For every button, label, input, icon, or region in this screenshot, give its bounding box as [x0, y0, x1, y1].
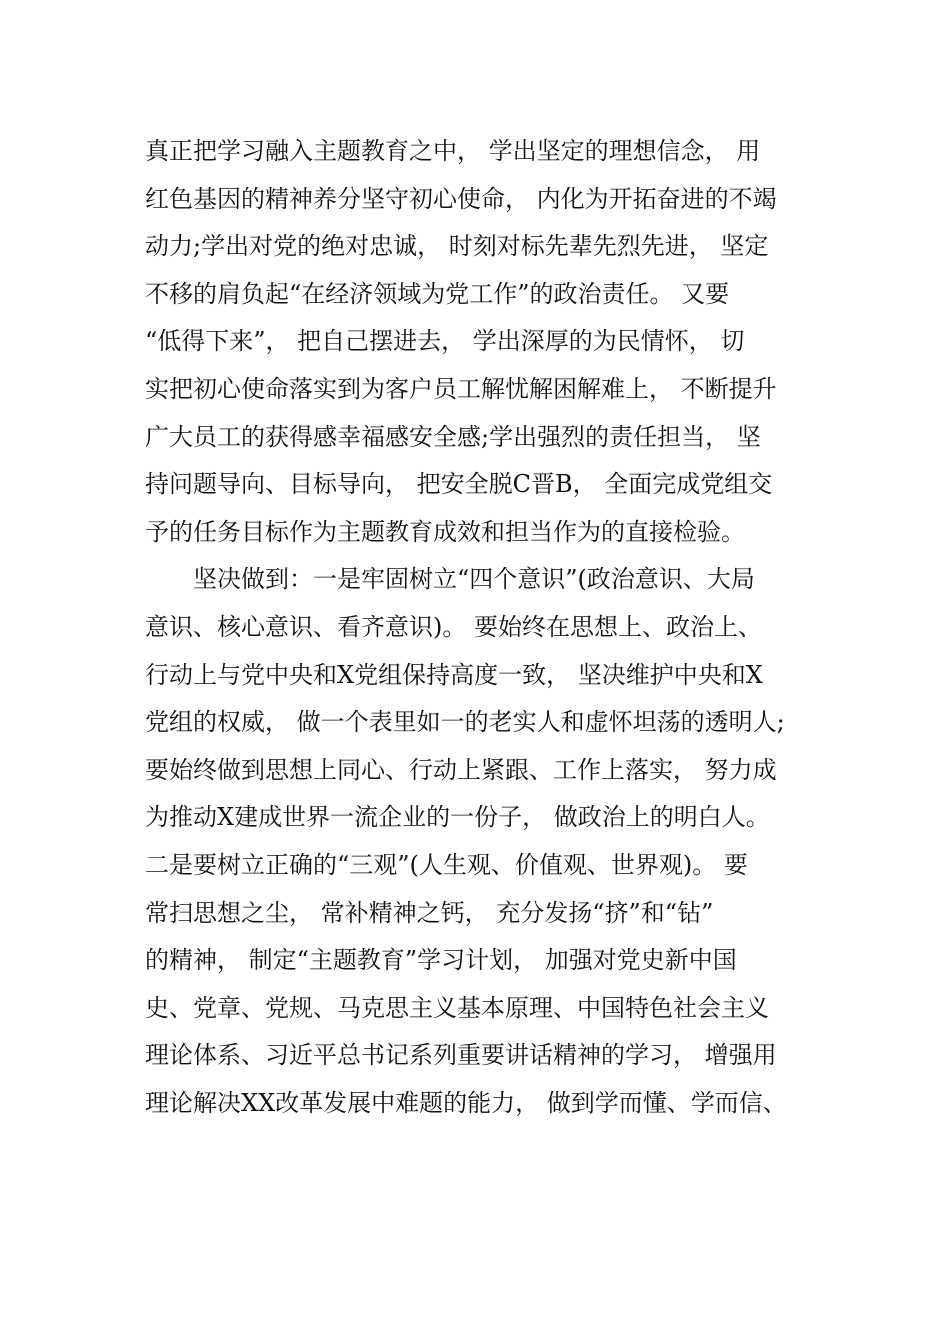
text-line: 理论体系、习近平总书记系列重要讲话精神的学习， 增强用 [145, 1041, 777, 1070]
text-line: 广大员工的获得感幸福感安全感;学出强烈的责任担当， 坚 [145, 422, 761, 451]
text-line: 动力;学出对党的绝对忠诚， 时刻对标先辈先烈先进， 坚定 [145, 232, 769, 261]
text-line: 理论解决XX改革发展中难题的能力， 做到学而懂、学而信、 [145, 1088, 787, 1117]
text-line: 二是要树立正确的“三观”(人生观、价值观、世界观)。 要 [145, 850, 748, 879]
text-line: 意识、核心意识、看齐意识)。 要始终在思想上、政治上、 [145, 612, 762, 641]
paragraph-start-line: 坚决做到：一是牢固树立“四个意识”(政治意识、大局 [193, 565, 755, 594]
text-line: 不移的肩负起“在经济领域为党工作”的政治责任。 又要 [145, 279, 730, 308]
text-line: “低得下来”， 把自己摆进去， 学出深厚的为民情怀， 切 [145, 327, 745, 356]
text-line: 党组的权威， 做一个表里如一的老实人和虚怀坦荡的透明人; [145, 708, 785, 737]
text-line: 的精神， 制定“主题教育”学习计划， 加强对党史新中国 [145, 946, 737, 975]
text-line: 行动上与党中央和X党组保持高度一致， 坚决维护中央和X [145, 660, 763, 689]
text-line: 史、党章、党规、马克思主义基本原理、中国特色社会主义 [145, 993, 769, 1022]
text-line: 实把初心使命落实到为客户员工解忧解困解难上， 不断提升 [145, 374, 777, 403]
text-line: 持问题导向、目标导向， 把安全脱C晋B， 全面完成党组交 [145, 470, 773, 499]
text-line: 要始终做到思想上同心、行动上紧跟、工作上落实， 努力成 [145, 755, 777, 784]
text-line: 常扫思想之尘， 常补精神之钙， 充分发扬“挤”和“钻” [145, 898, 714, 927]
text-line: 红色基因的精神养分坚守初心使命， 内化为开拓奋进的不竭 [145, 184, 777, 213]
text-line: 为推动X建成世界一流企业的一份子， 做政治上的明白人。 [145, 803, 770, 832]
text-line: 真正把学习融入主题教育之中， 学出坚定的理想信念， 用 [145, 137, 761, 165]
body-text [145, 128, 805, 1127]
text-line: 予的任务目标作为主题教育成效和担当作为的直接检验。 [145, 517, 745, 546]
